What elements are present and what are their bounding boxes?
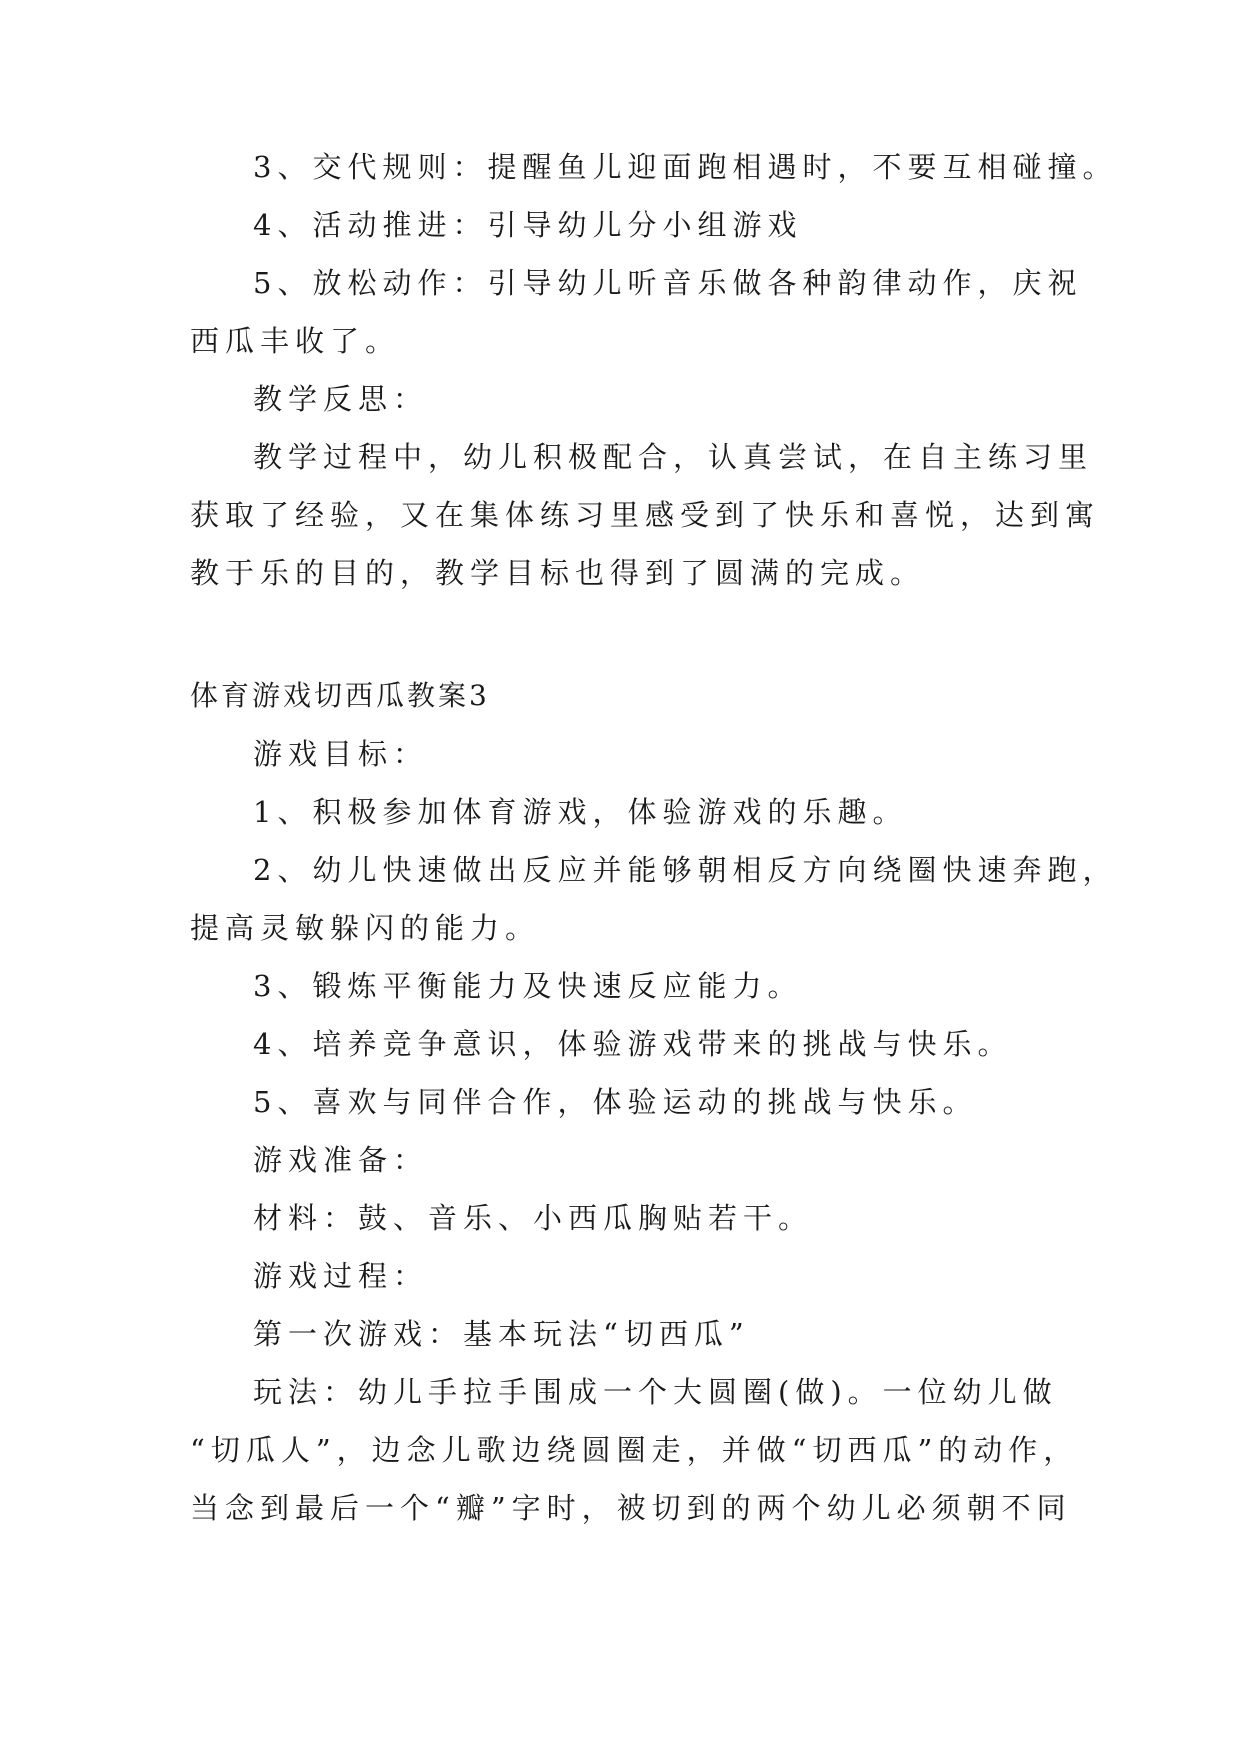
text-line: “切瓜人”，边念儿歌边绕圆圈走，并做“切西瓜”的动作， bbox=[190, 1433, 1079, 1467]
text-line: 4、培养竞争意识，体验游戏带来的挑战与快乐。 bbox=[253, 1027, 1013, 1061]
text-line: 1、积极参加体育游戏，体验游戏的乐趣。 bbox=[253, 795, 908, 829]
text-line: 材料：鼓、音乐、小西瓜胸贴若干。 bbox=[253, 1201, 814, 1235]
section-heading: 教学反思： bbox=[253, 382, 429, 416]
text-line: 5、放松动作：引导幼儿听音乐做各种韵律动作，庆祝 bbox=[253, 266, 1083, 300]
document-title: 体育游戏切西瓜教案3 bbox=[190, 679, 490, 712]
text-line: 教于乐的目的，教学目标也得到了圆满的完成。 bbox=[190, 556, 926, 590]
text-line: 西瓜丰收了。 bbox=[190, 324, 401, 358]
text-line: 2、幼儿快速做出反应并能够朝相反方向绕圈快速奔跑， bbox=[253, 853, 1118, 887]
section-heading: 游戏过程： bbox=[253, 1259, 429, 1293]
text-line: 获取了经验，又在集体练习里感受到了快乐和喜悦，达到寓 bbox=[190, 498, 1101, 532]
section-heading: 游戏目标： bbox=[253, 737, 429, 771]
text-line: 教学过程中，幼儿积极配合，认真尝试，在自主练习里 bbox=[253, 440, 1094, 474]
text-line: 提高灵敏躲闪的能力。 bbox=[190, 911, 541, 945]
text-line: 3、交代规则：提醒鱼儿迎面跑相遇时，不要互相碰撞。 bbox=[253, 150, 1118, 184]
text-line: 4、活动推进：引导幼儿分小组游戏 bbox=[253, 208, 803, 242]
text-line: 5、喜欢与同伴合作，体验运动的挑战与快乐。 bbox=[253, 1085, 978, 1119]
section-heading: 游戏准备： bbox=[253, 1143, 429, 1177]
text-line: 当念到最后一个“瓣”字时，被切到的两个幼儿必须朝不同 bbox=[190, 1491, 1072, 1525]
text-line: 第一次游戏：基本玩法“切西瓜” bbox=[253, 1317, 750, 1351]
text-line: 3、锻炼平衡能力及快速反应能力。 bbox=[253, 969, 803, 1003]
text-line: 玩法：幼儿手拉手围成一个大圆圈(做)。一位幼儿做 bbox=[253, 1375, 1058, 1409]
